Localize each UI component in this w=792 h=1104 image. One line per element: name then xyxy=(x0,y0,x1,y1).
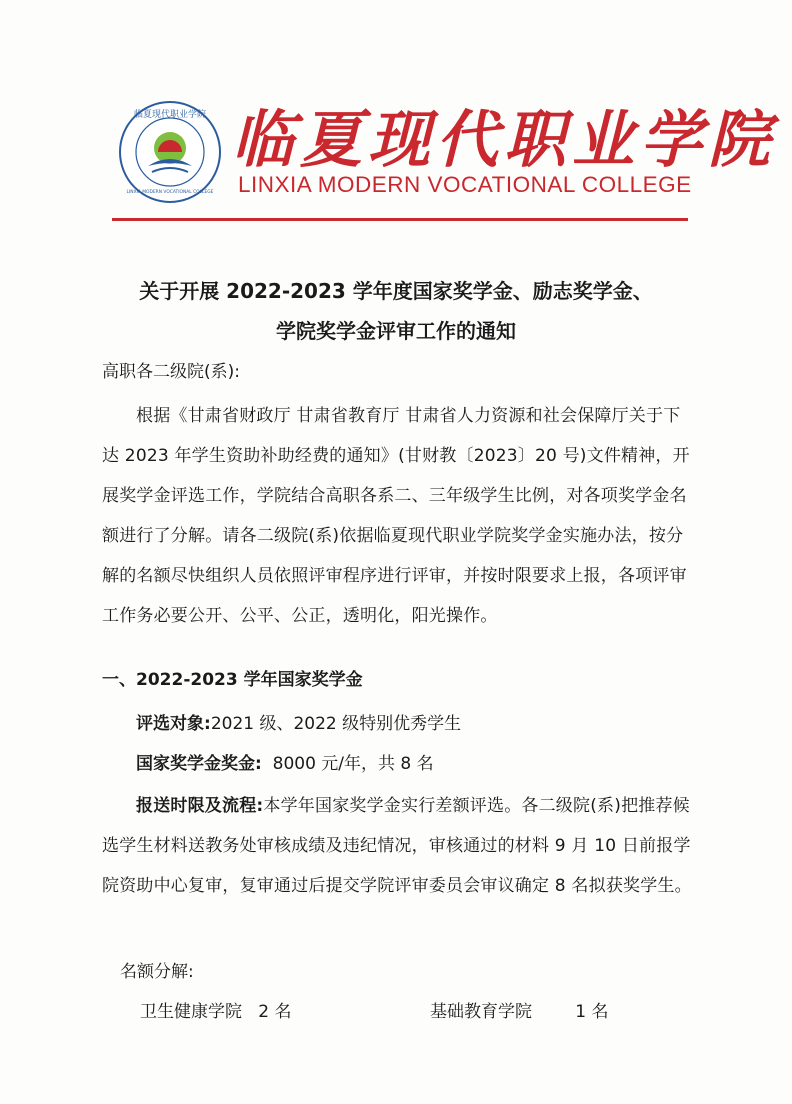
college-emblem-logo xyxy=(118,100,222,204)
quota-item-count: 1 名 xyxy=(575,1002,609,1022)
salutation: 高职各二级院(系): xyxy=(102,362,240,382)
process-value: 本学年国家奖学金实行差额评选。各二级院(系)把推荐候选学生材料送教务处审核成绩及违纪情况，审核通过的材料 9 月 10 日前报学院资助中心复审，复审通过后提交学院评审委员会审议确定 8 名拟获奖学生。 xyxy=(102,796,692,896)
quota-item-count: 2 名 xyxy=(258,1002,292,1022)
target-value: 2021 级、2022 级特别优秀学生 xyxy=(210,714,462,734)
college-name-cn: 临夏现代职业学院 xyxy=(232,103,777,176)
amount-row xyxy=(136,752,434,776)
emblem-text-en: LINXIA MODERN VOCATIONAL COLLEGE xyxy=(126,190,214,195)
quota-item-name: 基础教育学院 xyxy=(430,1002,532,1022)
header-divider xyxy=(112,218,688,221)
process-label: 报送时限及流程: xyxy=(136,796,264,816)
section1-heading: 一、2022-2023 学年国家奖学金 xyxy=(102,670,363,690)
notice-title-line1: 关于开展 2022-2023 学年度国家奖学金、励志奖学金、 xyxy=(139,279,653,303)
target-row xyxy=(136,712,461,736)
quota-label: 名额分解: xyxy=(120,962,194,982)
process-paragraph xyxy=(102,786,694,906)
target-label: 评选对象: xyxy=(136,714,211,734)
notice-title-line2: 学院奖学金评审工作的通知 xyxy=(276,319,516,343)
quota-item xyxy=(140,1000,291,1024)
amount-value: 8000 元/年，共 8 名 xyxy=(272,754,434,774)
college-name-en: LINXIA MODERN VOCATIONAL COLLEGE xyxy=(238,172,692,197)
quota-item-name: 卫生健康学院 xyxy=(140,1002,242,1022)
intro-paragraph: 根据《甘肃省财政厅 甘肃省教育厅 甘肃省人力资源和社会保障厅关于下达 2023 年学生资助补助经费的通知》(甘财教〔2023〕20 号)文件精神，开展奖学金评选工作，学院结合高职各系二、三年级学生比例，对各项奖学金名额进行了分解。请各二级院(系)依据临夏现代职业学院奖学金实施办法，按分解的名额尽快组织人员依照评审程序进行评审，并按时限要求上报，各项评审工作务必要公开、公平、公正，透明化，阳光操作。 xyxy=(102,406,690,626)
quota-item xyxy=(430,1000,608,1024)
emblem-text-cn: 临夏现代职业学院 xyxy=(133,110,207,120)
amount-label: 国家奖学金奖金: xyxy=(136,754,262,774)
